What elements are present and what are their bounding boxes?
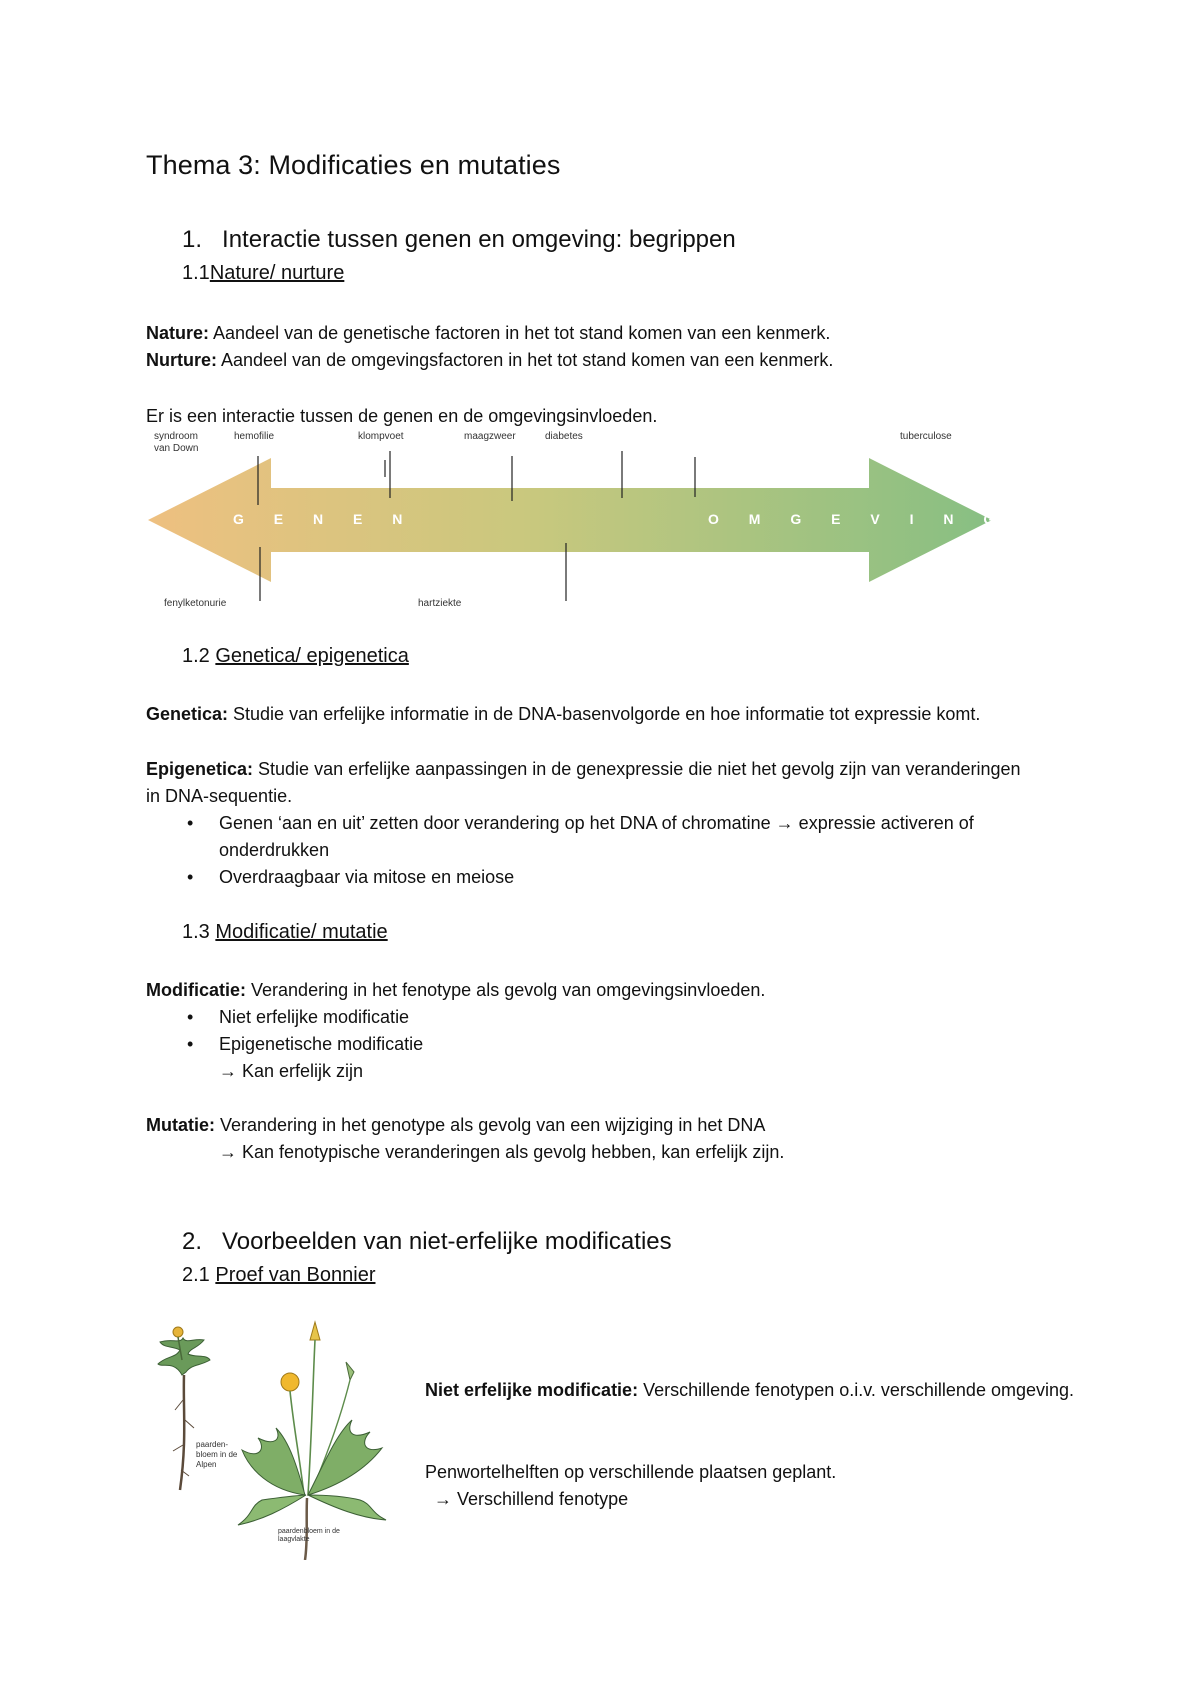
subsection-1-1-label: Nature/ nurture — [209, 262, 345, 284]
niet-erfelijke-modificatie-term: Niet erfelijke modificatie: — [425, 1380, 639, 1400]
bullet-epigenetische-modificatie: • Epigenetische modificatie — [219, 1031, 423, 1058]
mutatie-definition — [146, 1112, 1066, 1139]
nature-term: Nature: — [146, 323, 210, 343]
subsection-2-1-label: Proef van Bonnier — [215, 1264, 376, 1286]
label-omgeving: O M G E V I N G — [708, 511, 1008, 527]
label-diabetes: diabetes — [545, 431, 583, 442]
label-hartziekte: hartziekte — [418, 598, 462, 609]
label-tuberculose: tuberculose — [900, 431, 952, 442]
label-maagzweer: maagzweer — [464, 431, 516, 442]
genetica-text: Studie van erfelijke informatie in de DNA-basenvolgorde en hoe informatie tot expressie komt. — [228, 704, 981, 724]
subsection-1-2-label: Genetica/ epigenetica — [215, 645, 409, 667]
mutatie-term: Mutatie: — [146, 1115, 215, 1135]
modificatie-definition — [146, 977, 1066, 1004]
label-klompvoet: klompvoet — [358, 431, 404, 442]
section-1-heading — [182, 226, 736, 254]
modificatie-term: Modificatie: — [146, 980, 247, 1000]
niet-erfelijke-modificatie-text: Verschillende fenotypen o.i.v. verschillende omgeving. — [638, 1380, 1074, 1400]
subsection-1-3-number: 1.3 — [182, 921, 210, 943]
mutatie-text: Verandering in het genotype als gevolg van een wijziging in het DNA — [215, 1115, 766, 1135]
bullet-genen-aan-uit: • Genen ‘aan en uit’ zetten door verandering op het DNA of chromatine → expressie activeren of onderdrukken — [219, 810, 1069, 864]
niet-erfelijke-modificatie-definition — [425, 1377, 1085, 1404]
label-fenylketonurie: fenylketonurie — [164, 598, 227, 609]
penwortel-sentence: Penwortelhelften op verschillende plaatsen geplant. — [425, 1462, 837, 1482]
page-title: Thema 3: Modificaties en mutaties — [146, 150, 561, 180]
modificatie-text: Verandering in het fenotype als gevolg van omgevingsinvloeden. — [246, 980, 766, 1000]
genetica-term: Genetica: — [146, 704, 229, 724]
label-hemofilie: hemofilie — [234, 431, 275, 442]
arrow-verschillend-fenotype: → Verschillend fenotype — [434, 1489, 629, 1509]
genetica-definition — [146, 701, 1066, 728]
subsection-1-3-heading — [182, 921, 388, 944]
label-small-dandelion: paarden-bloem in de Alpen — [196, 1440, 238, 1469]
interaction-sentence: Er is een interactie tussen de genen en de omgevingsinvloeden. — [146, 406, 658, 426]
large-dandelion-drawing — [238, 1322, 386, 1560]
section-2-number: 2. — [182, 1228, 203, 1255]
epigenetica-term: Epigenetica: — [146, 759, 254, 779]
label-syndroom-van-down: syndroom van Down — [154, 431, 199, 454]
epigenetica-text: Studie van erfelijke aanpassingen in de genexpressie die niet het gevolg zijn van veranderingen in DNA-sequentie. — [146, 759, 1021, 806]
nurture-term: Nurture: — [146, 350, 217, 370]
subsection-1-2-heading — [182, 645, 409, 668]
subsection-1-3-label: Modificatie/ mutatie — [215, 921, 388, 943]
label-large-dandelion: paardenbloem in de laagvlakte — [278, 1528, 340, 1543]
nature-definition — [146, 320, 1066, 347]
epigenetica-definition — [146, 756, 1026, 810]
subsection-1-2-number: 1.2 — [182, 645, 210, 667]
subsection-1-1-heading — [182, 262, 344, 285]
subsection-2-1-number: 2.1 — [182, 1264, 210, 1286]
arrow-fenotypische-veranderingen: → Kan fenotypische veranderingen als gevolg hebben, kan erfelijk zijn. — [219, 1142, 785, 1162]
label-genen: G E N E N — [233, 511, 416, 527]
section-1-title: Interactie tussen genen en omgeving: begrippen — [222, 226, 736, 253]
nurture-definition — [146, 347, 1066, 374]
bullet-niet-erfelijke-modificatie: • Niet erfelijke modificatie — [219, 1004, 409, 1031]
subsection-1-1-number: 1.1 — [182, 262, 210, 284]
arrow-kan-erfelijk-zijn: → Kan erfelijk zijn — [219, 1061, 364, 1081]
dandelion-illustration — [150, 1320, 420, 1560]
nurture-text: Aandeel van de omgevingsfactoren in het tot stand komen van een kenmerk. — [217, 350, 834, 370]
section-2-heading — [182, 1228, 672, 1256]
section-1-number: 1. — [182, 226, 203, 253]
subsection-2-1-heading — [182, 1264, 375, 1287]
section-2-title: Voorbeelden van niet-erfelijke modificaties — [222, 1228, 672, 1255]
nature-text: Aandeel van de genetische factoren in het tot stand komen van een kenmerk. — [209, 323, 831, 343]
bullet-overdraagbaar: • Overdraagbaar via mitose en meiose — [219, 864, 1069, 891]
